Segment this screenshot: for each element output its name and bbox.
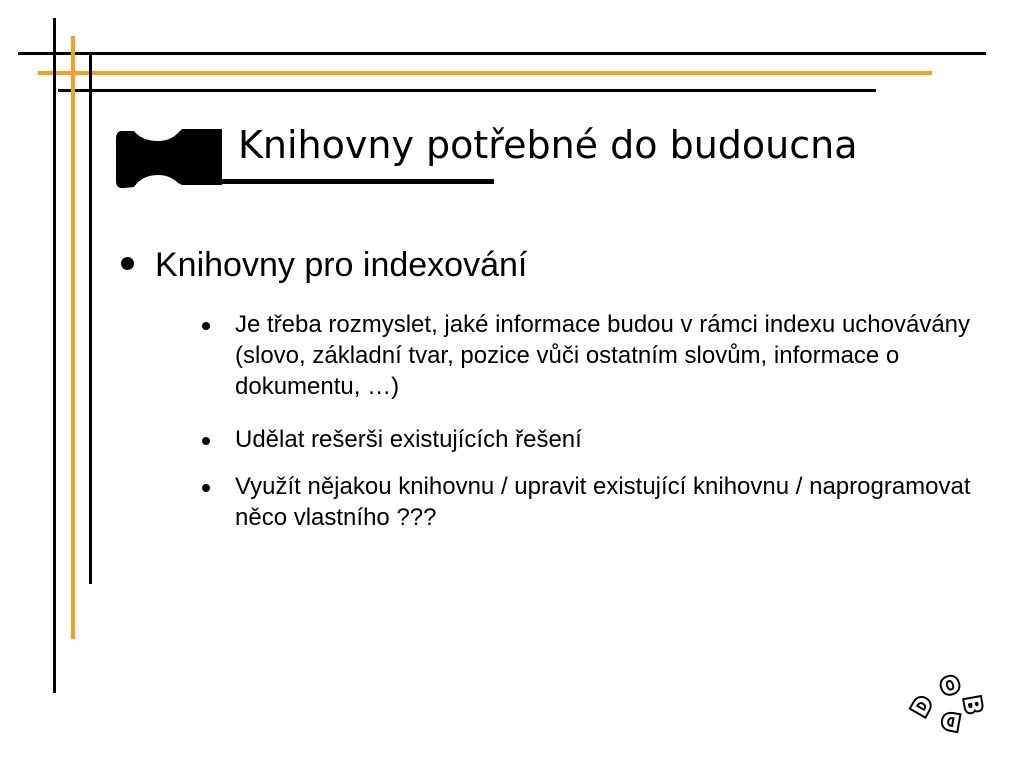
logo-letter-2: B bbox=[958, 694, 986, 716]
bullet-dot-level1 bbox=[121, 257, 134, 270]
bullet-level2-text-2: Udělat rešerši existujících řešení bbox=[235, 426, 582, 453]
dobd-logo bbox=[907, 660, 1000, 740]
bullet-level2-text-3: Využít nějakou knihovnu / upravit existující knihovnu / naprogramovat něco vlastního ??? bbox=[235, 473, 971, 531]
bullet-level2-text-1: Je třeba rozmyslet, jaké informace budou v rámci indexu uchovávány (slovo, základní tvar, pozice vůči ostatním slovům, informace o dokumentu, …) bbox=[235, 311, 971, 400]
frame-line-left-orange bbox=[71, 36, 75, 639]
bullet-dot-level2 bbox=[202, 322, 210, 330]
logo-letter-1: O bbox=[937, 671, 964, 702]
logo-letter-3: D bbox=[939, 706, 963, 735]
frame-line-top-black bbox=[18, 52, 986, 55]
bullet-dot-level2 bbox=[202, 484, 210, 492]
bullet-dot-level2 bbox=[202, 437, 210, 445]
slide-title: Knihovny potřebné do budoucna bbox=[238, 123, 858, 167]
logo-letter-0: D bbox=[907, 692, 939, 721]
bullet-level1-text: Knihovny pro indexování bbox=[155, 246, 528, 284]
frame-line-top-orange bbox=[38, 71, 932, 75]
frame-line-inner-black bbox=[58, 89, 876, 92]
frame-line-left-black-inner bbox=[89, 54, 92, 584]
frame-line-left-black-outer bbox=[53, 18, 56, 693]
